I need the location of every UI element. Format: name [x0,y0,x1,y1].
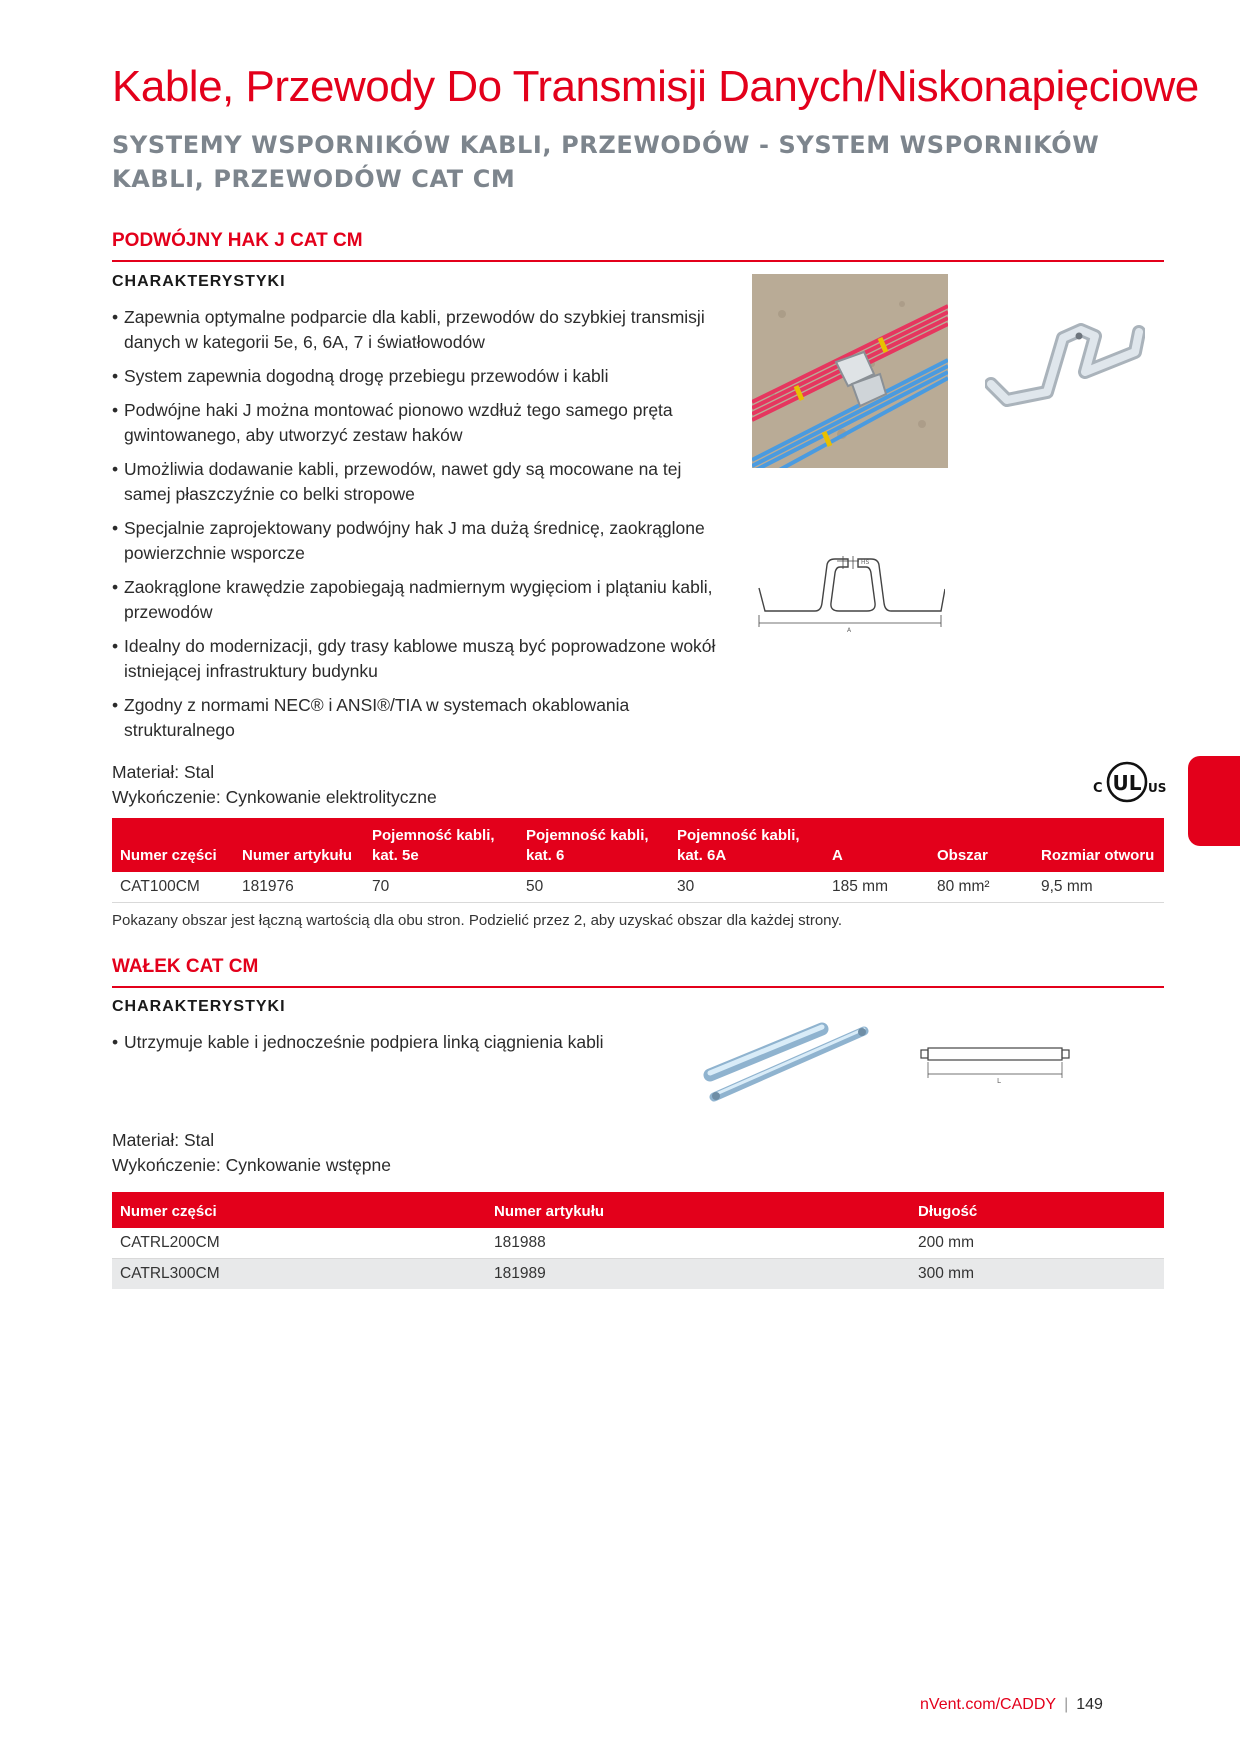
feature-item: • Zaokrąglone krawędzie zapobiegają nadmiernym wygięciom i plątaniu kabli, przewodów [112,577,713,622]
chapter-side-tab [1188,756,1240,846]
page-number: 149 [1076,1696,1103,1713]
col-header: Rozmiar otworu [1033,818,1164,872]
feature-item: • Specjalnie zaprojektowany podwójny hak J ma dużą średnicę, zaokrąglone powierzchnie wsporcze [112,518,705,563]
col-header: Obszar [929,818,1033,872]
feature-item: • Idealny do modernizacji, gdy trasy kablowe muszą być poprowadzone wokół istniejącej infrastruktury budynku [112,636,716,681]
ul-certification-icon [1087,760,1167,804]
page-subtitle: SYSTEMY WSPORNIKÓW KABLI, PRZEWODÓW - SYSTEM WSPORNIKÓW KABLI, PRZEWODÓW CAT CM [112,131,1100,193]
table-header-row [112,818,1164,872]
feature-item: • Podwójne haki J można montować pionowo wzdłuż tego samego pręta gwintowanego, aby utworzyć zestaw haków [112,400,673,445]
table-row [112,1228,1164,1259]
ul-right-text: US [1148,781,1167,795]
cat-roller-image [700,1015,870,1105]
col-header: A [824,818,929,872]
feature-item: • System zapewnia dogodną drogę przebiegu przewodów i kabli [112,366,609,386]
table-cell: CAT100CM [112,872,234,903]
feature-list [112,1030,672,1064]
installation-photo [752,274,948,468]
double-j-hook-image [985,322,1145,418]
col-header: Pojemność kabli, kat. 5e [364,818,518,872]
feature-item: • Zapewnia optymalne podparcie dla kabli, przewodów do szybkiej transmisji danych w kategorii 5e, 6, 6A, 7 i światłowodów [112,307,705,352]
feature-item: • Umożliwia dodawanie kabli, przewodów, nawet gdy są mocowane na tej samej płaszczyźnie co belki stropowe [112,459,682,504]
col-header: Numer części [112,818,234,872]
table-cell: CATRL200CM [112,1228,486,1259]
finish-text: Wykończenie: Cynkowanie elektrolityczne [112,787,437,807]
finish-text: Wykończenie: Cynkowanie wstępne [112,1155,392,1175]
spec-table-double-j-hook [112,818,1164,903]
ul-left-text: C [1093,781,1103,796]
table-cell: 181976 [234,872,364,903]
table-row [112,872,1164,903]
feature-item: • Utrzymuje kable i jednocześnie podpiera linką ciągnienia kabli [112,1032,604,1052]
dimension-label-a: A [847,627,852,634]
dimension-label-l: L [997,1077,1001,1084]
table-cell: 9,5 mm [1033,872,1164,903]
page-title: Kable, Przewody Do Transmisji Danych/Niskonapięciowe [112,62,1199,111]
page-footer: nVent.com/CADDY | 149 [920,1696,1103,1713]
col-header: Numer artykułu [486,1192,910,1228]
col-header: Pojemność kabli, kat. 6A [669,818,824,872]
footer-site-link[interactable]: nVent.com/CADDY [920,1696,1057,1713]
col-header: Długość [910,1192,1164,1228]
roller-dimension-diagram [918,1044,1074,1084]
features-heading: CHARAKTERYSTYKI [112,998,286,1015]
hook-dimension-diagram [755,553,945,635]
table-row [112,1259,1164,1290]
table-cell: 30 [669,872,824,903]
table-cell: 50 [518,872,669,903]
col-header: Numer części [112,1192,486,1228]
spec-table-cat-roller [112,1192,1164,1289]
table-cell: 181988 [486,1228,910,1259]
material-text: Materiał: Stal [112,1130,215,1150]
table-footnote: Pokazany obszar jest łączną wartością dla obu stron. Podzielić przez 2, aby uzyskać obszar dla każdej strony. [112,912,843,929]
features-heading: CHARAKTERYSTYKI [112,273,286,290]
section-heading-double-j-hook: PODWÓJNY HAK J CAT CM [112,230,1164,262]
col-header: Numer artykułu [234,818,364,872]
table-cell: CATRL300CM [112,1259,486,1290]
table-cell: 70 [364,872,518,903]
section-heading-cat-roller: WAŁEK CAT CM [112,956,1164,988]
feature-list [112,305,732,752]
material-text: Materiał: Stal [112,762,215,782]
table-cell: 181989 [486,1259,910,1290]
table-cell: 185 mm [824,872,929,903]
feature-item: • Zgodny z normami NEC® i ANSI®/TIA w systemach okablowania strukturalnego [112,695,630,740]
dimension-label-hs: HS [861,559,870,566]
ul-logo-text: UL [1112,771,1142,795]
table-cell: 300 mm [910,1259,1164,1290]
table-cell: 80 mm² [929,872,1033,903]
table-cell: 200 mm [910,1228,1164,1259]
col-header: Pojemność kabli, kat. 6 [518,818,669,872]
table-header-row [112,1192,1164,1228]
